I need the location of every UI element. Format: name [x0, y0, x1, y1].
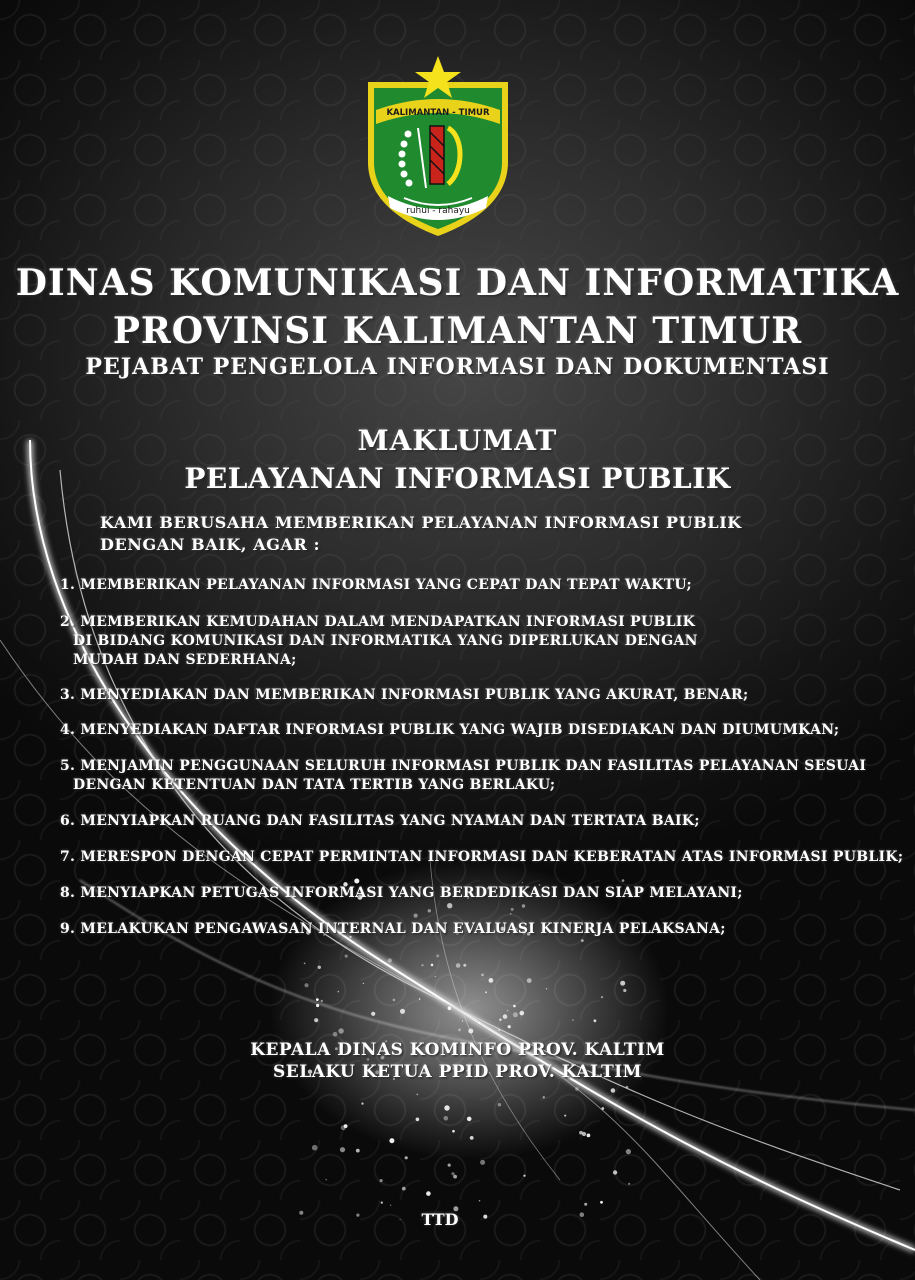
list-item-number: 6.: [60, 813, 76, 829]
list-item-text: DENGAN KETENTUAN DAN TATA TERTIB YANG BERLAKU;: [73, 777, 556, 793]
sparkle-dot: [428, 909, 431, 912]
sparkle-dot: [511, 908, 514, 911]
emblem-motto: ruhui - rahayu: [406, 206, 470, 216]
list-item: [60, 613, 698, 670]
sparkle-dot: [463, 964, 466, 967]
sparkle-dot: [485, 991, 487, 993]
sparkle-dot: [448, 1006, 452, 1010]
sparkle-dot: [435, 976, 436, 977]
sparkle-dot: [458, 1029, 461, 1032]
sparkle-dot: [462, 1020, 463, 1021]
sparkle-dot: [388, 958, 392, 962]
sparkle-dot: [338, 1028, 343, 1033]
list-item-number: 5.: [60, 758, 76, 774]
sparkle-dot: [626, 1149, 631, 1154]
sparkle-dot: [507, 1010, 509, 1012]
sparkle-dot: [312, 1145, 318, 1151]
sparkle-dot: [479, 1200, 481, 1202]
list-item-number: 1.: [60, 577, 76, 593]
list-item: [60, 848, 903, 867]
signature-placeholder: TTD: [421, 1210, 459, 1229]
sparkle-dot: [345, 955, 348, 958]
list-item-text: MEMBERIKAN KEMUDAHAN DALAM MENDAPATKAN INFORMASI PUBLIK: [80, 614, 696, 630]
sparkle-dot: [393, 999, 396, 1002]
list-item: [60, 576, 692, 595]
sparkle-dot: [405, 1156, 408, 1159]
sparkle-dot: [316, 998, 319, 1001]
sparkle-dot: [389, 1138, 394, 1143]
sparkle-dot: [321, 1000, 323, 1002]
sparkle-dot: [448, 1164, 451, 1167]
header-line-2: PROVINSI KALIMANTAN TIMUR: [112, 310, 803, 352]
sparkle-dot: [318, 966, 321, 969]
list-item-text: MENYIAPKAN PETUGAS INFORMASI YANG BERDEDIKASI DAN SIAP MELAYANI;: [80, 885, 743, 901]
sparkle-dot: [575, 1087, 579, 1091]
sparkle-dot: [304, 963, 306, 965]
sparkle-dot: [520, 1011, 525, 1016]
sparkle-dot: [361, 1103, 363, 1105]
intro-line: DENGAN BAIK, AGAR :: [100, 535, 321, 554]
sparkle-dot: [400, 1009, 405, 1014]
sparkle-dot: [467, 1117, 472, 1122]
sparkle-dot: [489, 978, 494, 983]
sparkle-dot: [543, 1096, 545, 1098]
intro-line: KAMI BERUSAHA MEMBERIKAN PELAYANAN INFORMASI PUBLIK: [100, 513, 742, 532]
sparkle-dot: [314, 1018, 318, 1022]
sparkle-dot: [381, 1202, 383, 1204]
sparkle-dot: [480, 1160, 485, 1165]
sparkle-dot: [601, 1107, 604, 1110]
sparkle-dot: [468, 1029, 473, 1034]
sparkle-dot: [581, 939, 584, 942]
sparkle-dot: [444, 1116, 449, 1121]
sparkle-dot: [325, 1179, 327, 1181]
sparkle-dot: [421, 964, 423, 966]
list-item-text: MUDAH DAN SEDERHANA;: [73, 652, 297, 668]
sparkle-dot: [594, 1019, 597, 1022]
sparkle-dot: [451, 1172, 454, 1175]
sparkle-dot: [508, 1025, 511, 1028]
sparkle-dot: [628, 1183, 630, 1185]
sparkle-dot: [600, 1201, 603, 1204]
sparkle-dot: [431, 964, 434, 967]
sparkle-dot: [522, 904, 525, 907]
sparkle-dot: [587, 1134, 591, 1138]
sparkle-dot: [479, 1022, 481, 1024]
sparkle-dot: [426, 1191, 431, 1196]
sparkle-dot: [623, 989, 626, 992]
list-item: [60, 757, 866, 795]
list-item-number: 7.: [60, 849, 76, 865]
list-item: [60, 721, 839, 740]
sparkle-dot: [444, 1105, 449, 1110]
sparkle-dot: [344, 1124, 348, 1128]
sparkle-dot: [452, 1130, 455, 1133]
sparkle-dot: [611, 1088, 616, 1093]
sparkle-dot: [510, 913, 512, 915]
signatory-title: KEPALA DINAS KOMINFO PROV. KALTIM: [250, 1040, 665, 1060]
sparkle-dot: [513, 1005, 516, 1008]
sparkle-dot: [546, 988, 547, 989]
list-item-number: 9.: [60, 921, 76, 937]
sparkle-dot: [414, 914, 418, 918]
sparkle-dot: [338, 991, 340, 993]
list-item-text: MEMBERIKAN PELAYANAN INFORMASI YANG CEPAT DAN TEPAT WAKTU;: [80, 577, 692, 593]
document-subtitle: PELAYANAN INFORMASI PUBLIK: [184, 462, 731, 495]
sparkle-dot: [333, 1032, 338, 1037]
list-item: [60, 884, 743, 903]
sparkle-dot: [584, 1203, 587, 1206]
sparkle-dot: [498, 1103, 501, 1106]
sparkle-dot: [436, 954, 439, 957]
sparkle-dot: [523, 1175, 525, 1177]
document-title: MAKLUMAT: [357, 424, 558, 457]
list-item: [60, 920, 726, 939]
sparkle-dot: [498, 1029, 500, 1031]
sparkle-dot: [499, 1019, 501, 1021]
sparkle-dot: [513, 1012, 518, 1017]
sparkle-dot: [527, 978, 532, 983]
sparkle-dot: [402, 1187, 406, 1191]
sparkle-dot: [470, 1136, 474, 1140]
list-item: [60, 686, 748, 705]
sparkle-dot: [447, 903, 452, 908]
sparkle-dot: [582, 1132, 586, 1136]
header-line-1: DINAS KOMUNIKASI DAN INFORMATIKA: [15, 262, 900, 304]
sparkle-dot: [622, 879, 625, 882]
sparkle-dot: [380, 1179, 383, 1182]
sparkle-dot: [453, 1175, 457, 1179]
list-item-text: MELAKUKAN PENGAWASAN INTERNAL DAN EVALUASI KINERJA PELAKSANA;: [80, 921, 726, 937]
list-item: [60, 812, 700, 831]
sparkle-dot: [613, 1170, 617, 1174]
kaltim-emblem: [360, 52, 516, 238]
sparkle-dot: [371, 1012, 375, 1016]
header-line-3: PEJABAT PENGELOLA INFORMASI DAN DOKUMENTASI: [85, 354, 830, 380]
sparkle-dot: [417, 1094, 419, 1096]
sparkle-dot: [601, 996, 603, 998]
list-item-number: 2.: [60, 614, 76, 630]
sparkle-dot: [456, 963, 461, 968]
sparkle-dot: [316, 1004, 319, 1007]
list-item-text: MENJAMIN PENGGUNAAN SELURUH INFORMASI PUBLIK DAN FASILITAS PELAYANAN SESUAI: [80, 758, 867, 774]
sparkle-dot: [564, 1115, 566, 1117]
sparkle-dot: [363, 983, 364, 984]
sparkle-dot: [620, 981, 625, 986]
sparkle-dot: [340, 1147, 345, 1152]
list-item-number: 4.: [60, 722, 76, 738]
list-item-text: MENYEDIAKAN DAN MEMBERIKAN INFORMASI PUBLIK YANG AKURAT, BENAR;: [80, 687, 749, 703]
list-item-text: MENYIAPKAN RUANG DAN FASILITAS YANG NYAMAN DAN TERTATA BAIK;: [80, 813, 700, 829]
list-item-text: MERESPON DENGAN CEPAT PERMINTAN INFORMASI DAN KEBERATAN ATAS INFORMASI PUBLIK;: [80, 849, 904, 865]
sparkle-dot: [503, 1014, 508, 1019]
sparkle-dot: [481, 974, 484, 977]
signatory-role: SELAKU KETUA PPID PROV. KALTIM: [272, 1062, 642, 1082]
sparkle-dot: [572, 1019, 574, 1021]
list-item-number: 3.: [60, 687, 76, 703]
intro-paragraph: [100, 512, 742, 556]
list-item-text: MENYEDIAKAN DAFTAR INFORMASI PUBLIK YANG WAJIB DISEDIAKAN DAN DIUMUMKAN;: [80, 722, 840, 738]
sparkle-dot: [416, 1118, 420, 1122]
emblem-banner-text: KALIMANTAN - TIMUR: [386, 108, 490, 118]
sparkle-dot: [305, 983, 309, 987]
sparkle-dot: [419, 998, 421, 1000]
list-item-number: 8.: [60, 885, 76, 901]
list-item-text: DI BIDANG KOMUNIKASI DAN INFORMATIKA YANG DIPERLUKAN DENGAN: [73, 633, 698, 649]
sparkle-dot: [354, 879, 359, 884]
sparkle-dot: [626, 1086, 629, 1089]
sparkle-dot: [356, 1149, 360, 1153]
sparkle-dot: [390, 1205, 391, 1206]
